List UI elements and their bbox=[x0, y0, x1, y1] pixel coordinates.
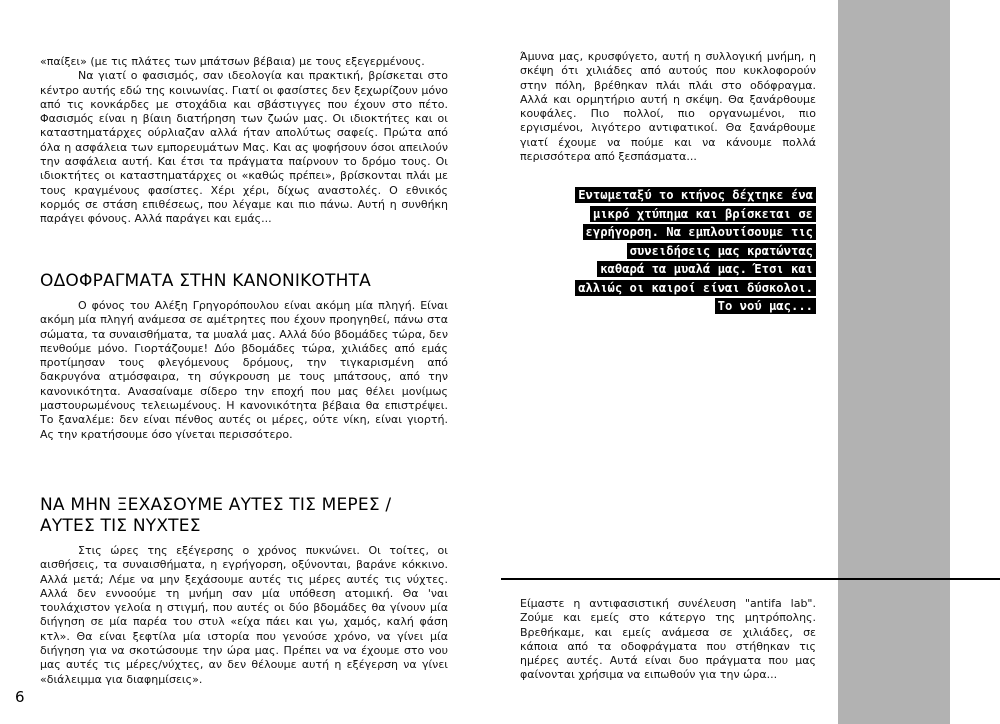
page-edge-gray-band bbox=[838, 0, 950, 724]
pull-quote bbox=[562, 186, 816, 316]
section-remember bbox=[40, 495, 448, 687]
pull-quote-line: συνειδήσεις μας κρατώντας bbox=[627, 243, 816, 259]
pull-quote-line: αλλιώς οι καιροί είναι δύσκολοι. bbox=[575, 280, 816, 296]
right-bottom-paragraph: Είμαστε η αντιφασιστική συνέλευση "antifa lab". Ζούμε και εμείς στο κάτεργο της μητρόπολης. Βρεθήκαμε, και εμείς ανάμεσα σε χιλιάδες, σε κάποια από τα οδοφράγματα που στήθηκαν τις ημέρες αυτές. Αυτά είναι δυο πράγματα που μας φαίνονται χρήσιμα να ειπωθούν για την ώρα... bbox=[520, 597, 816, 682]
page-number: 6 bbox=[15, 688, 25, 706]
pull-quote-line: μικρό χτύπημα και βρίσκεται σε bbox=[590, 206, 816, 222]
right-top-paragraph: Άμυνα μας, κρυσφύγετο, αυτή η συλλογική μνήμη, η σκέψη ότι χιλιάδες από αυτούς που κυκλοφορούν στην πόλη, βρέθηκαν πλάι πλάι στο οδόφραγμα. Αλλά και ορμητήριο αυτή η σκέψη. Θα ξανάρθουμε κουφάλες. Πιο πολλοί, πιο οργανωμένοι, πιο εργισμένοι, λιγότερο αντιφατικοί. Θα ξανάρθουμε γιατί έχουμε να πούμε και να κάνουμε πολλά περισσότερα από ξεσπάσματα... bbox=[520, 50, 816, 164]
intro-paragraph-2: Να γιατί ο φασισμός, σαν ιδεολογία και πρακτική, βρίσκεται στο κέντρο αυτής εδώ της κοινωνίας. Γιατί οι φασίστες δεν ξεχωρίζουν μόνο από τις κονκάρδες με στοχάδια και σβάστιγγες που έχουν στο πέτο. Φασισμός είναι η βίαιη διατήρηση των ζωών μας. Οι ιδιοκτήτες και οι καταστηματάρχες ούρλιαζαν αλλά ήταν απολύτως σαφείς. Πρώτα από όλα η ασφάλεια των εμπορευμάτων Μας. Και ας ψοφήσουν όσοι απειλούν την ασφάλεια αυτή. Και έτσι τα πράγματα παίρνουν το δρόμο τους. Οι ιδιοκτήτες οι καταστηματάρχες οι «καθώς πρέπει», βρίσκονται πλάι με τους κραγμένους φασίστες. Χέρι χέρι, δίχως αναστολές. Ο εθνικός κορμός σε στάση επιθέσεως, που λέγαμε και πιο πάνω. Αυτή η συνθήκη παράγει φόνους. Αλλά παράγει και εμάς... bbox=[40, 69, 448, 226]
pull-quote-line: Εντωμεταξύ το κτήνος δέχτηκε ένα bbox=[575, 187, 816, 203]
pull-quote-line: Το νού μας... bbox=[715, 298, 816, 314]
pull-quote-line: καθαρά τα μυαλά μας. Έτσι και bbox=[597, 261, 816, 277]
pull-quote-line: εγρήγορση. Να εμπλουτίσουμε τις bbox=[583, 224, 816, 240]
right-top-text bbox=[520, 50, 816, 164]
intro-paragraph-1: «παίξει» (με τις πλάτες των μπάτσων βέβαια) με τους εξεγερμένους. bbox=[40, 55, 425, 68]
left-intro-text bbox=[40, 55, 448, 227]
section-heading: ΝΑ ΜΗΝ ΞΕΧΑΣΟΥΜΕ ΑΥΤΕΣ ΤΙΣ ΜΕΡΕΣ / ΑΥΤΕΣ ΤΙΣ ΝΥΧΤΕΣ bbox=[40, 495, 392, 536]
section-body: Ο φόνος του Αλέξη Γρηγορόπουλου είναι ακόμη μία πληγή. Είναι ακόμη μία πληγή ανάμεσα σε αμέτρητες που έχουν προηγηθεί, πάνω στα σώματα, τα συναισθήματα, τα μυαλά μας. Αλλά δύο βδομάδες τώρα, δεν πενθούμε μόνο. Γιορτάζουμε! Δύο βδομάδες τώρα, χιλιάδες από εμάς προτίμησαν τους φλεγόμενους δρόμους, την τιγκαρισμένη από δακρυγόνα ατμόσφαιρα, τη σύγκρουση με τους μπάτσους, από την κανονικότητα. Ανασαίναμε σίδερο την εποχή που μας θέλει μονίμως μαστουρωμένους τελειωμένους. Η κανονικότητα βέβαια θα επιστρέψει. Το ξαναλέμε: δεν είναι πένθος αυτές οι μέρες, ούτε νίκη, είναι γιορτή. Ας την κρατήσουμε όσο γίνεται περισσότερο. bbox=[40, 299, 448, 441]
section-body: Στις ώρες της εξέγερσης ο χρόνος πυκνώνει. Οι τοίτες, οι αισθήσεις, τα συναισθήματα, η εγρήγορση, οξύνονται, βαράνε κόκκινο. Αλλά μετά; Λέμε να μην ξεχάσουμε αυτές τις μέρες αυτές τις νύχτες. Αλλά δεν εννοούμε τη μνήμη σαν μία υπόθεση ατομική. Θα 'ναι τουλάχιστον γελοία η στιγμή, που αυτές οι δύο βδομάδες θα γίνουν μία διήγηση σε μία παρέα του στυλ «είχα πάει και γω, χαμός, καλή φάση κτλ». Θα είναι ξεφτίλα μία ιστορία που γενούσε χρόνο, να γίνει μία διήγηση για να σκοτώσουμε την ώρα μας. Πρέπει να να έχουμε στο νου μας αυτές τις μέρες/νύχτες, αν δεν θέλουμε αυτή η εξέγερση να γίνει «διάλειμμα για διαφημίσεις». bbox=[40, 544, 448, 686]
right-bottom-text bbox=[520, 597, 816, 683]
horizontal-divider bbox=[501, 578, 1000, 580]
section-heading: ΟΔΟΦΡΑΓΜΑΤΑ ΣΤΗΝ ΚΑΝΟΝΙΚΟΤΗΤΑ bbox=[40, 271, 371, 291]
section-barricades bbox=[40, 271, 448, 442]
